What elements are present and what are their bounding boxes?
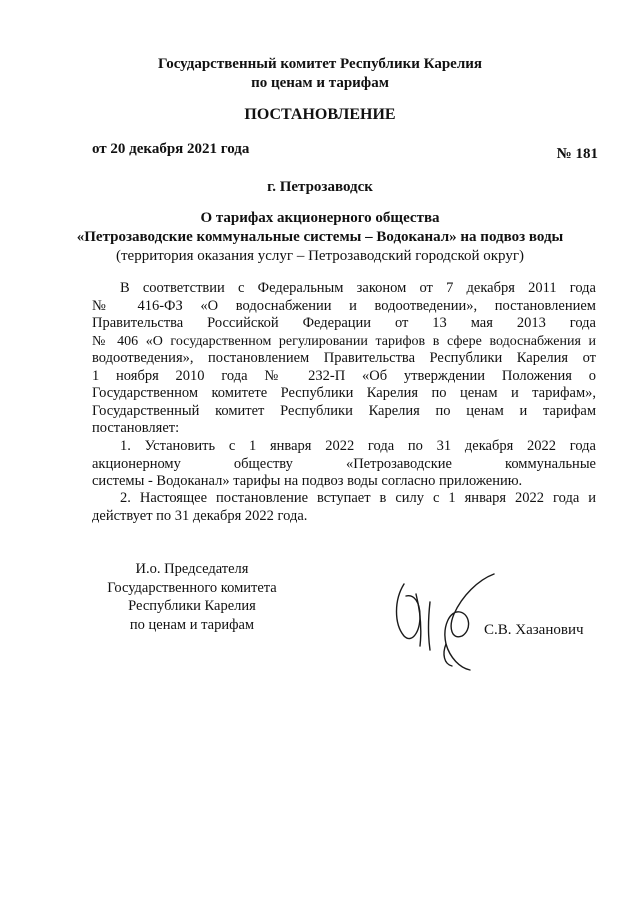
signatory-position-line1: И.о. Председателя bbox=[135, 561, 249, 577]
document-type: ПОСТАНОВЛЕНИЕ bbox=[244, 106, 396, 123]
document-number: № 181 bbox=[556, 146, 598, 162]
item-2-line: действует по 31 декабря 2022 года. bbox=[92, 507, 308, 524]
signatory-name: С.В. Хазанович bbox=[484, 622, 584, 638]
preamble-line: № 416-ФЗ «О водоснабжении и водоотведении», постановлением bbox=[92, 297, 596, 314]
item-1-line: системы - Водоканал» тарифы на подвоз воды согласно приложению. bbox=[92, 473, 523, 489]
preamble-line: водоотведения», постановлением Правительства Республики Карелия от bbox=[92, 350, 596, 366]
preamble-line: Государственном комитете Республики Карелия по ценам и тарифам», bbox=[92, 385, 596, 401]
handwritten-signature bbox=[390, 566, 510, 676]
preamble-line: Государственный комитет Республики Карелия по ценам и тарифам bbox=[92, 402, 596, 419]
item-2-paragraph bbox=[92, 490, 596, 525]
signatory-position-line2: Государственного комитета bbox=[107, 579, 277, 596]
signatory-position bbox=[92, 560, 292, 634]
org-name-line2: по ценам и тарифам bbox=[251, 75, 389, 91]
preamble-line: № 406 «О государственном регулировании тарифов в сфере водоснабжения и bbox=[92, 333, 596, 349]
preamble-line: постановляет: bbox=[92, 420, 180, 436]
preamble-line: 1 ноября 2010 года № 232-П «Об утверждении Положения о bbox=[92, 367, 596, 384]
title-line1: О тарифах акционерного общества bbox=[200, 210, 440, 226]
preamble-line: В соответствии с Федеральным законом от 7 декабря 2011 года bbox=[120, 280, 596, 296]
title-line3: (территория оказания услуг – Петрозаводский городской округ) bbox=[116, 248, 524, 264]
signatory-position-line4: по ценам и тарифам bbox=[129, 616, 255, 633]
org-name-line1: Государственный комитет Республики Карелия bbox=[158, 56, 482, 72]
item-1-line: 1. Установить с 1 января 2022 года по 31 декабря 2022 года bbox=[120, 438, 596, 454]
item-1-line: акционерному обществу «Петрозаводские коммунальные bbox=[92, 455, 596, 472]
preamble-paragraph bbox=[92, 280, 596, 438]
title-line2: «Петрозаводские коммунальные системы – Водоканал» на подвоз воды bbox=[76, 229, 564, 245]
preamble-line: Правительства Российской Федерации от 13 мая 2013 года bbox=[92, 315, 596, 331]
signatory-position-line3: Республики Карелия bbox=[128, 598, 256, 614]
item-2-line: 2. Настоящее постановление вступает в силу с 1 января 2022 года и bbox=[120, 490, 596, 506]
item-1-paragraph bbox=[92, 438, 596, 491]
document-city: г. Петрозаводск bbox=[267, 179, 373, 195]
document-date: от 20 декабря 2021 года bbox=[92, 141, 250, 157]
